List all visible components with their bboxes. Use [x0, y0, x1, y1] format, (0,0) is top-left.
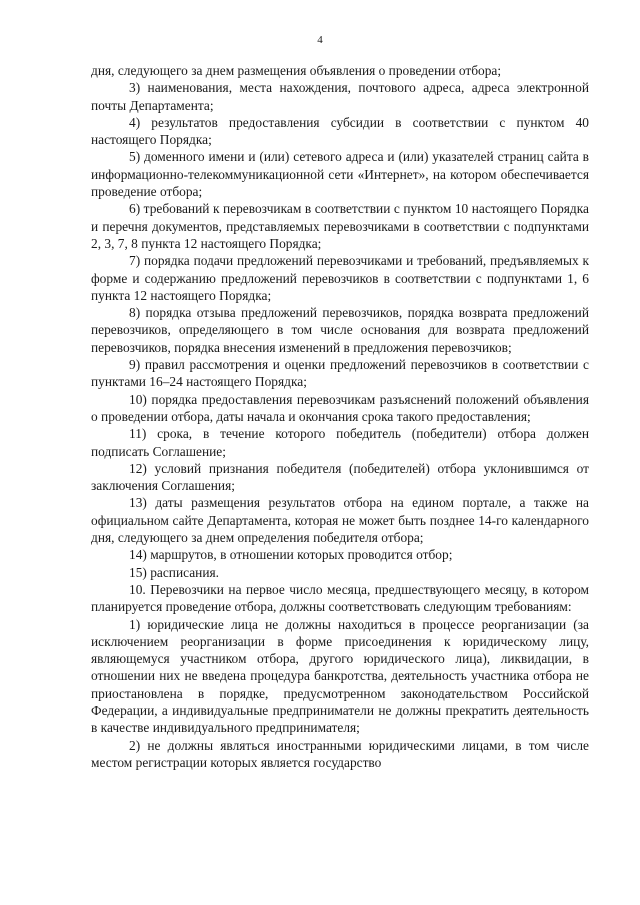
paragraph: 10) порядка предоставления перевозчикам разъяснений положений объявления о проведении отбора, даты начала и окончания срока такого предоставления; [91, 391, 589, 424]
paragraph: 3) наименования, места нахождения, почтового адреса, адреса электронной почты Департамента; [91, 80, 589, 113]
document-body [91, 62, 589, 771]
paragraph: дня, следующего за днем размещения объявления о проведении отбора; [91, 63, 502, 78]
paragraph: 12) условий признания победителя (победителей) отбора уклонившимся от заключения Соглашения; [91, 460, 589, 494]
paragraph: 13) даты размещения результатов отбора на едином портале, а также на официальном сайте Департамента, которая не может быть позднее 14-го календарного дня, следующего за днем определения победителя отбора; [91, 495, 589, 546]
paragraph: 14) маршрутов, в отношении которых проводится отбор; [129, 547, 453, 563]
paragraph: 10. Перевозчики на первое число месяца, предшествующего месяцу, в котором планируется проведение отбора, должны соответствовать следующим требованиям: [91, 581, 589, 615]
paragraph: 1) юридические лица не должны находиться в процессе реорганизации (за исключением реорганизации в форме присоединения к юридическому лицу, являющемуся участником отбора, другого юридического лица), ликвидации, в отношении них не введена процедура банкротства, деятельность участника отбора не приостановлена в порядке, предусмотренном законодательством Российской Федерации, а индивидуальные предприниматели не должны прекратить деятельность в качестве индивидуального предпринимателя; [91, 616, 589, 736]
paragraph: 6) требований к перевозчикам в соответствии с пунктом 10 настоящего Порядка и перечня документов, представляемых перевозчиками в соответствии с подпунктами 2, 3, 7, 8 пункта 12 настоящего Порядка; [91, 201, 589, 251]
page-number: 4 [317, 34, 323, 46]
paragraph: 4) результатов предоставления субсидии в соответствии с пунктом 40 настоящего Порядка; [91, 114, 589, 148]
paragraph: 2) не должны являться иностранными юридическими лицами, в том числе местом регистрации которых является государство [91, 737, 589, 770]
paragraph: 9) правил рассмотрения и оценки предложений перевозчиков в соответствии с пунктами 16–24 настоящего Порядка; [91, 357, 589, 390]
paragraph: 5) доменного имени и (или) сетевого адреса и (или) указателей страниц сайта в информационно-телекоммуникационной сети «Интернет», на котором обеспечивается проведение отбора; [91, 149, 589, 200]
paragraph: 8) порядка отзыва предложений перевозчиков, порядка возврата предложений перевозчиков, определяющего в том числе основания для возврата предложений перевозчиков, порядка внесения изменений в предложения перевозчиков; [91, 305, 589, 355]
paragraph: 15) расписания. [129, 564, 220, 580]
paragraph: 11) срока, в течение которого победитель (победители) отбора должен подписать Соглашение; [91, 426, 589, 459]
paragraph: 7) порядка подачи предложений перевозчиками и требований, предъявляемых к форме и содержанию предложений перевозчиков в соответствии с подпунктами 1, 6 пункта 12 настоящего Порядка; [91, 253, 589, 303]
